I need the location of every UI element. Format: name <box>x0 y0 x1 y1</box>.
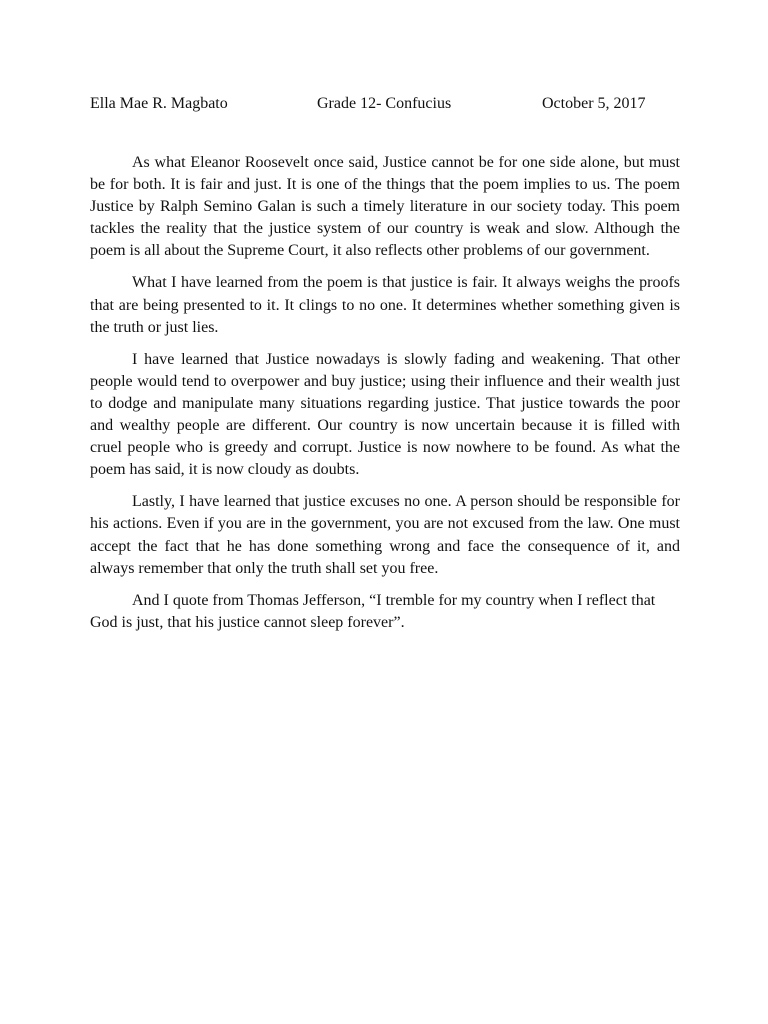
document-header <box>90 93 680 115</box>
paragraph-3: I have learned that Justice nowadays is slowly fading and weakening. That other people would tend to overpower and buy justice; using their influence and their wealth just to dodge and manipulate many situations regarding justice. That justice towards the poor and wealthy people are different. Our country is now uncertain because it is filled with cruel people who is greedy and corrupt. Justice is now nowhere to be found. As what the poem has said, it is now cloudy as doubts. <box>90 350 680 479</box>
student-name: Ella Mae R. Magbato <box>90 95 228 112</box>
essay-body <box>90 152 680 644</box>
document-date: October 5, 2017 <box>542 95 646 112</box>
paragraph-4: Lastly, I have learned that justice excuses no one. A person should be responsible for his actions. Even if you are in the government, you are not excused from the law. One must accept the fact that he has done something wrong and face the consequence of it, and always remember that only the truth shall set you free. <box>90 493 680 577</box>
paragraph-1: As what Eleanor Roosevelt once said, Justice cannot be for one side alone, but must be for both. It is fair and just. It is one of the things that the poem implies to us. The poem Justice by Ralph Semino Galan is such a timely literature in our society today. This poem tackles the reality that the justice system of our country is weak and slow. Although the poem is all about the Supreme Court, it also reflects other problems of our government. <box>90 154 680 260</box>
paragraph-2: What I have learned from the poem is that justice is fair. It always weighs the proofs that are being presented to it. It clings to no one. It determines whether something given is the truth or just lies. <box>90 274 680 336</box>
grade-section: Grade 12- Confucius <box>317 95 452 112</box>
paragraph-5: And I quote from Thomas Jefferson, “I tremble for my country when I reflect that God is just, that his justice cannot sleep forever”. <box>90 591 656 631</box>
